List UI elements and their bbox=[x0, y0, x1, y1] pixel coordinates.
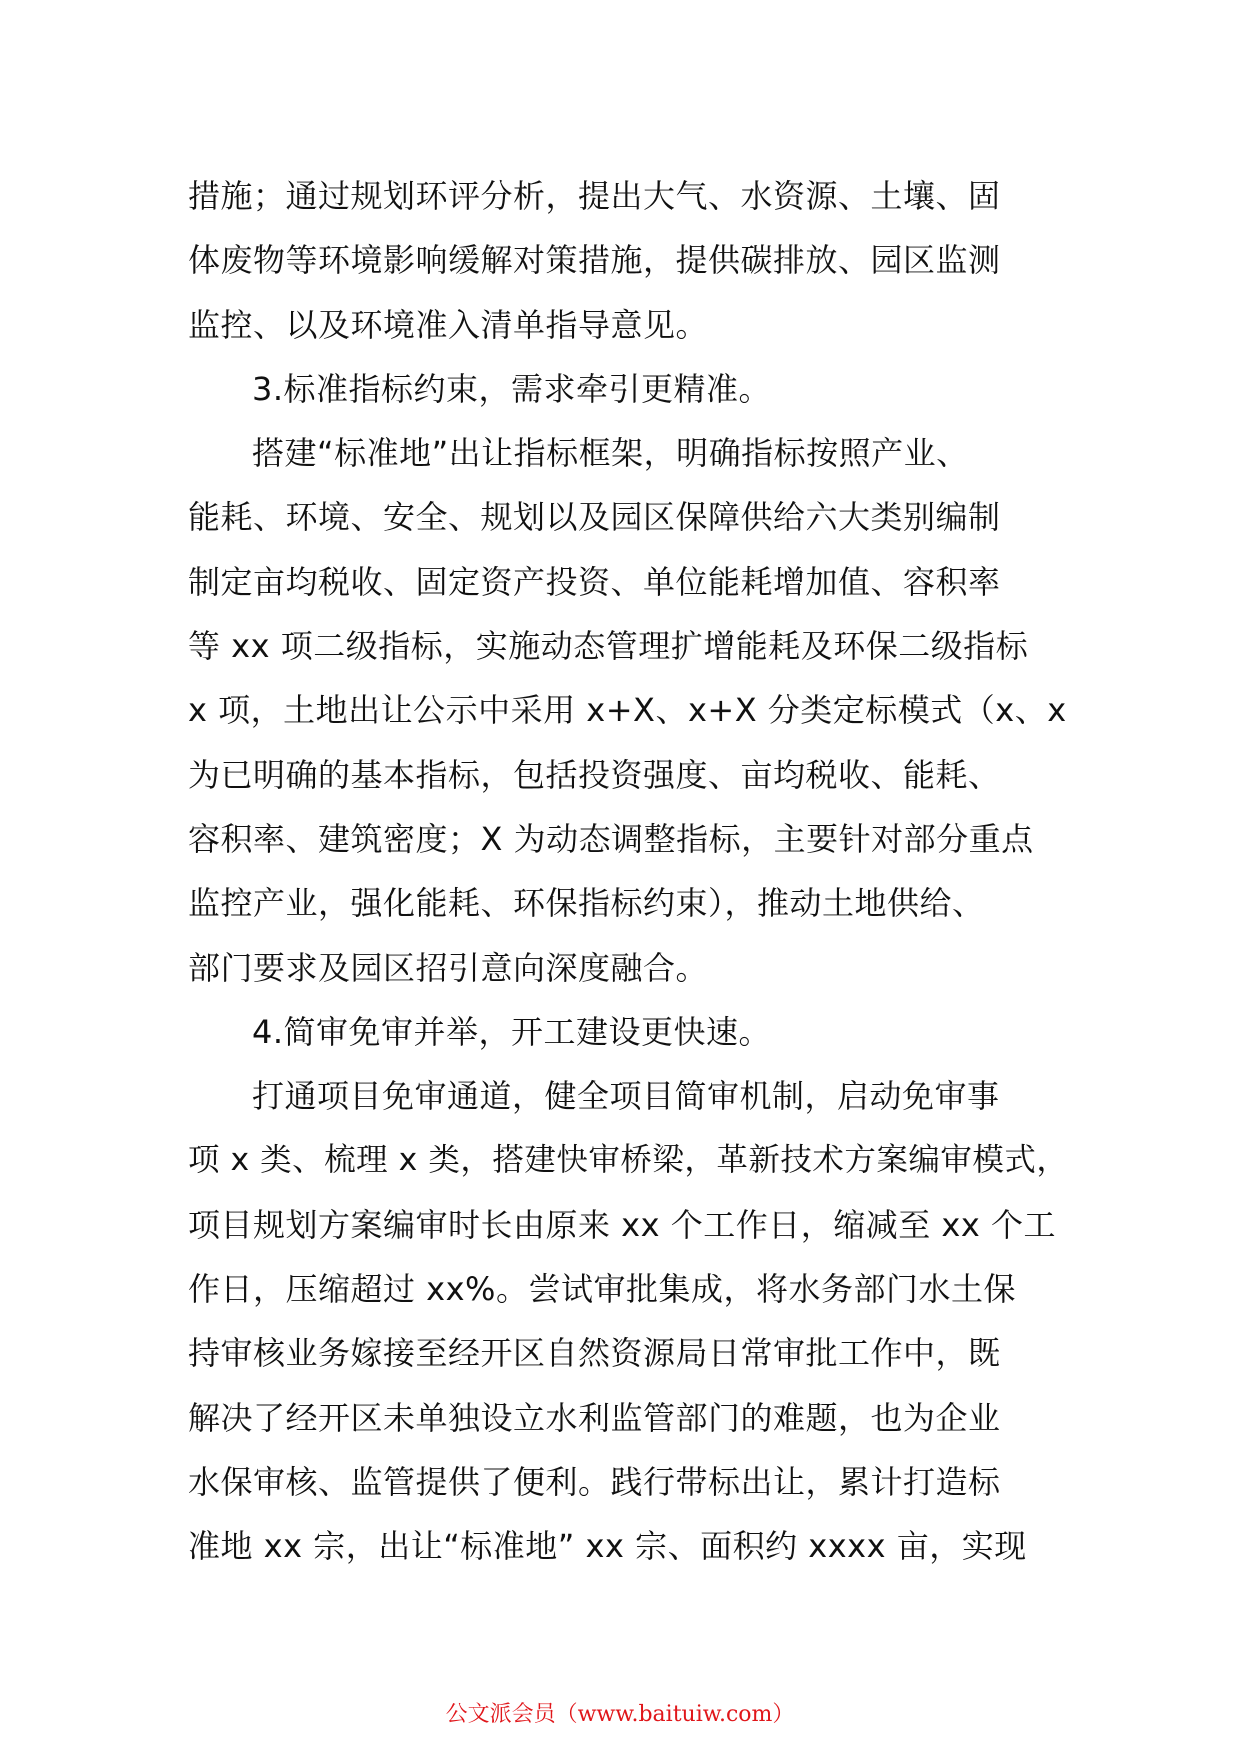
text-line: 持审核业务嫁接至经开区自然资源局日常审批工作中，既 bbox=[188, 1334, 1001, 1373]
text-line: 打通项目免审通道，健全项目简审机制，启动免审事 bbox=[252, 1077, 1000, 1116]
text-line: 体废物等环境影响缓解对策措施，提供碳排放、园区监测 bbox=[188, 241, 1001, 280]
text-line: 水保审核、监管提供了便利。践行带标出让，累计打造标 bbox=[188, 1462, 1001, 1501]
text-line: 部门要求及园区招引意向深度融合。 bbox=[188, 948, 709, 987]
text-line: 措施；通过规划环评分析，提出大气、水资源、土壤、固 bbox=[188, 177, 1001, 215]
text-line: 解决了经开区未单独设立水利监管部门的难题，也为企业 bbox=[188, 1398, 1001, 1437]
text-line: 搭建“标准地”出让指标框架，明确指标按照产业、 bbox=[252, 434, 969, 473]
text-line: 等 xx 项二级指标，实施动态管理扩增能耗及环保二级指标 bbox=[188, 627, 1029, 666]
text-line: 项 x 类、梳理 x 类，搭建快审桥梁，革新技术方案编审模式， bbox=[188, 1142, 1069, 1179]
text-line: 作日，压缩超过 xx%。尝试审批集成，将水务部门水土保 bbox=[188, 1270, 1016, 1309]
text-line: 能耗、环境、安全、规划以及园区保障供给六大类别编制 bbox=[188, 498, 1001, 537]
text-line: 制定亩均税收、固定资产投资、单位能耗增加值、容积率 bbox=[188, 562, 1001, 601]
text-line: x 项，土地出让公示中采用 x+X、x+X 分类定标模式（x、x bbox=[188, 691, 1067, 730]
text-line: 为已明确的基本指标，包括投资强度、亩均税收、能耗、 bbox=[188, 755, 1001, 794]
text-line: 监控、以及环境准入清单指导意见。 bbox=[188, 305, 709, 344]
text-line: 容积率、建筑密度；X 为动态调整指标，主要针对部分重点 bbox=[188, 819, 1034, 858]
text-line: 准地 xx 宗，出让“标准地” xx 宗、面积约 xxxx 亩，实现 bbox=[188, 1527, 1027, 1566]
text-line: 监控产业，强化能耗、环保指标约束），推动土地供给、 bbox=[188, 884, 985, 923]
text-line: 3.标准指标约束，需求牵引更精准。 bbox=[252, 369, 772, 408]
text-line: 4.简审免审并举，开工建设更快速。 bbox=[252, 1012, 772, 1051]
document-body bbox=[188, 164, 1068, 1579]
text-line: 项目规划方案编审时长由原来 xx 个工作日，缩减至 xx 个工 bbox=[188, 1205, 1056, 1244]
footer-watermark: 公文派会员（www.baituiw.com） bbox=[445, 1702, 795, 1727]
